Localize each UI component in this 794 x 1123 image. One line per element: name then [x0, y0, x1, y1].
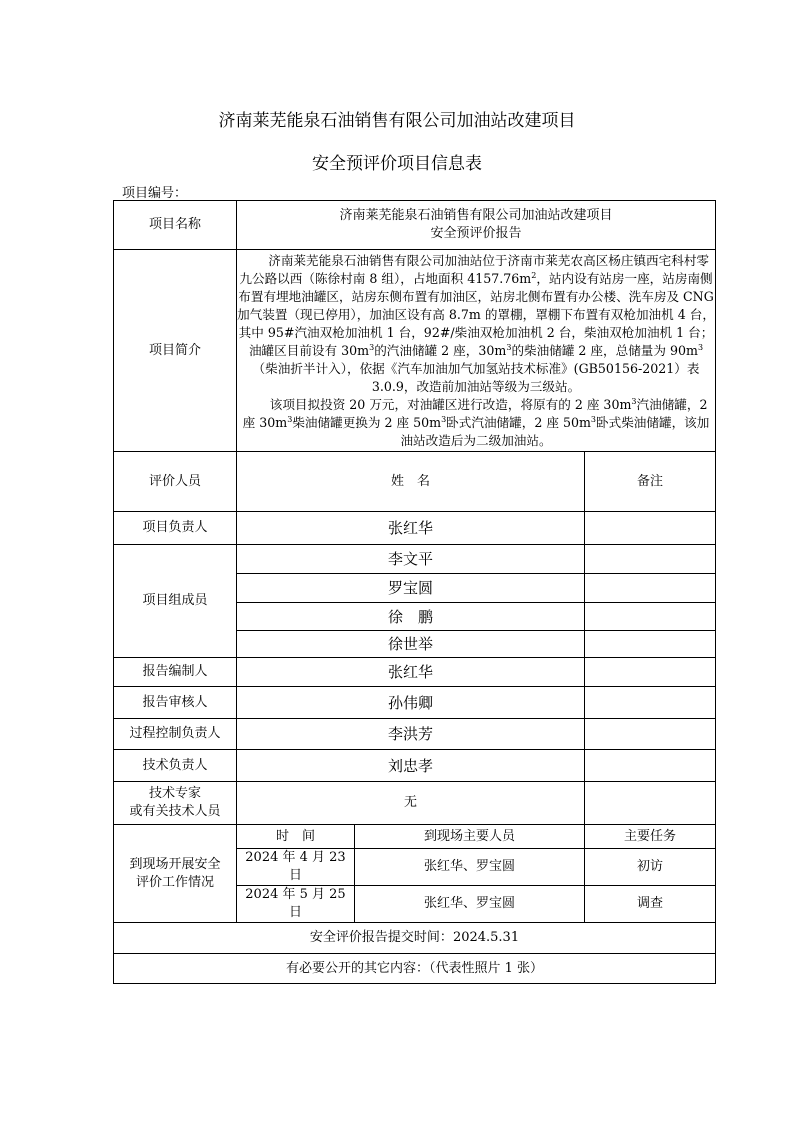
- site-work-col-time: 时 间: [237, 825, 355, 849]
- site-work-task: 调查: [585, 886, 716, 923]
- tech-lead-row: [114, 750, 716, 782]
- member-name: 徐 鹏: [237, 603, 585, 631]
- member-row: [114, 545, 716, 574]
- expert-row: [114, 782, 716, 825]
- member-note: [585, 545, 716, 574]
- members-label: 项目组成员: [114, 545, 237, 658]
- intro-paragraph-1: 济南莱芜能泉石油销售有限公司加油站位于济南市莱芜农高区杨庄镇西宅科村零九公路以西（陈徐村南 8 组），占地面积 $4157.76m^2$，站内设有站房一座，站房南侧布置有埋地油罐区，站房东侧布置有加油区，站房北侧布置有办公楼、洗车房及 CNG 加气装置（现已停用），加油区设有高 8.7m 的罩棚，罩棚下布置有双枪加油机 4 台，其中 95#汽油双枪加油机 1 台，92#/柴油双枪加油机 2 台，柴油双枪加油机 1 台；油罐区目前设有 $30m^3$的汽油储罐 2 座，$30m^3$的柴油储罐 2 座，总储量为 $90m^3$（柴油折半计入），依据《汽车加油加气加氢站技术标准》(GB50156-2021）表 3.0.9，改造前加油站等级为三级站。: [237, 252, 715, 394]
- reviewer-note: [585, 687, 716, 719]
- compiler-name: 张红华: [237, 658, 585, 687]
- tech-lead-label: 技术负责人: [114, 750, 237, 782]
- site-work-people: 张红华、罗宝圆: [355, 886, 585, 923]
- project-number-label: 项目编号：: [122, 186, 188, 201]
- reviewer-label: 报告审核人: [114, 687, 237, 719]
- member-name: 徐世举: [237, 631, 585, 658]
- document-subtitle: 安全预评价项目信息表: [312, 154, 482, 174]
- process-control-note: [585, 719, 716, 750]
- submit-time-value: 2024.5.31: [452, 930, 520, 945]
- project-intro-label: 项目简介: [114, 250, 237, 452]
- project-name-line2: 安全预评价报告: [430, 226, 522, 241]
- project-name-label: 项目名称: [114, 201, 237, 250]
- project-info-table: [113, 200, 716, 984]
- project-intro-text: [237, 250, 716, 452]
- project-name-line1: 济南莱芜能泉石油销售有限公司加油站改建项目: [339, 208, 613, 223]
- member-note: [585, 631, 716, 658]
- expert-note: [585, 782, 716, 825]
- member-note: [585, 603, 716, 631]
- site-work-task: 初访: [585, 849, 716, 886]
- site-work-header-row: [114, 825, 716, 849]
- project-name-value: [237, 201, 716, 250]
- header-name: 姓 名: [237, 452, 585, 512]
- other-content-row: [114, 954, 716, 984]
- reviewer-row: [114, 687, 716, 719]
- leader-note: [585, 512, 716, 545]
- site-work-label: 到现场开展安全 评价工作情况: [114, 825, 237, 923]
- personnel-header-row: [114, 452, 716, 512]
- project-name-row: [114, 201, 716, 250]
- site-work-people: 张红华、罗宝圆: [355, 849, 585, 886]
- leader-row: [114, 512, 716, 545]
- intro-paragraph-2: 该项目拟投资 20 万元，对油罐区进行改造，将原有的 2 座 $30m^3$汽油储罐，2 座 $30m^3$柴油储罐更换为 2 座 $50m^3$卧式汽油储罐，2 座 $50m^3$卧式柴油储罐，该加油站改造后为二级加油站。: [242, 396, 710, 448]
- compiler-note: [585, 658, 716, 687]
- reviewer-name: 孙伟卿: [237, 687, 585, 719]
- tech-lead-note: [585, 750, 716, 782]
- compiler-row: [114, 658, 716, 687]
- expert-name: 无: [237, 782, 585, 825]
- site-work-col-task: 主要任务: [585, 825, 716, 849]
- document-title: 济南莱芜能泉石油销售有限公司加油站改建项目: [218, 111, 576, 131]
- site-work-date: 2024 年 5 月 25 日: [237, 886, 355, 923]
- project-intro-row: [114, 250, 716, 452]
- compiler-label: 报告编制人: [114, 658, 237, 687]
- header-note: 备注: [585, 452, 716, 512]
- tech-lead-name: 刘忠孝: [237, 750, 585, 782]
- submit-time-label: 安全评价报告提交时间：: [309, 930, 453, 945]
- expert-label: 技术专家 或有关技术人员: [114, 782, 237, 825]
- leader-label: 项目负责人: [114, 512, 237, 545]
- process-control-label: 过程控制负责人: [114, 719, 237, 750]
- member-name: 罗宝圆: [237, 574, 585, 603]
- member-note: [585, 574, 716, 603]
- header-role: 评价人员: [114, 452, 237, 512]
- leader-name: 张红华: [237, 512, 585, 545]
- member-name: 李文平: [237, 545, 585, 574]
- process-control-row: [114, 719, 716, 750]
- site-work-date: 2024 年 4 月 23 日: [237, 849, 355, 886]
- site-work-col-people: 到现场主要人员: [355, 825, 585, 849]
- submit-time-row: [114, 923, 716, 954]
- other-content: 有必要公开的其它内容：（代表性照片 1 张）: [114, 954, 716, 984]
- process-control-name: 李洪芳: [237, 719, 585, 750]
- submit-time: [114, 923, 716, 954]
